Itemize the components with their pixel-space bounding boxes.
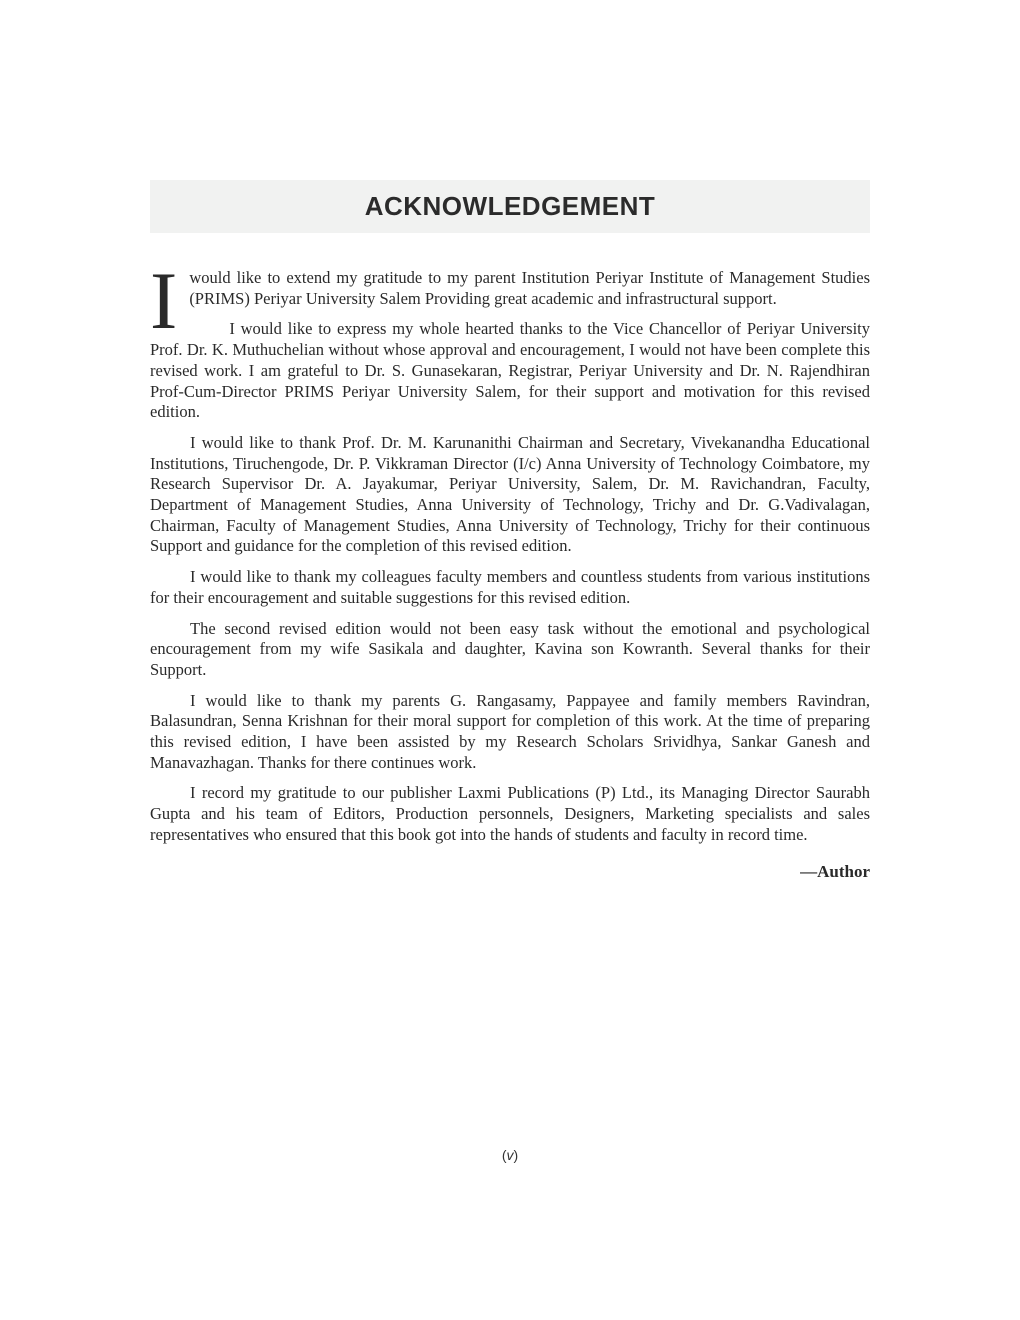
- page-number-close: ): [513, 1147, 519, 1163]
- author-signoff: —Author: [800, 861, 870, 881]
- paragraph-6: I would like to thank my parents G. Rangasamy, Pappayee and family members Ravindran, Balasundran, Senna Krishnan for their moral support for completion of this work. At the time of preparing this revised edition, I have been assisted by my Research Scholars Srividhya, Sankar Ganesh and Manavazhagan. Thanks for there continues work.: [150, 690, 870, 772]
- paragraph-3: I would like to thank Prof. Dr. M. Karunanithi Chairman and Secretary, Vivekanandha Educational Institutions, Tiruchengode, Dr. P. Vikkraman Director (I/c) Anna University of Technology Coimbatore, my Research Supervisor Dr. A. Jayakumar, Periyar University, Salem, Dr. M. Ravichandran, Faculty, Department of Management Studies, Anna University of Technology, Trichy and Dr. G.Vadivalagan, Chairman, Faculty of Management Studies, Anna University of Technology, Trichy for their continuous Support and guidance for the completion of this revised edition.: [150, 432, 870, 556]
- paragraph-5: The second revised edition would not been easy task without the emotional and psychological encouragement from my wife Sasikala and daughter, Kavina son Kowranth. Several thanks for their Support.: [150, 618, 870, 679]
- page-number-open: (: [501, 1147, 507, 1163]
- paragraph-4: I would like to thank my colleagues faculty members and countless students from various institutions for their encouragement and suitable suggestions for this revised edition.: [150, 567, 870, 607]
- page-number: [0, 1147, 1020, 1163]
- page-number-roman: v: [506, 1147, 514, 1163]
- page-title: ACKNOWLEDGEMENT: [364, 191, 656, 221]
- title-bar: [150, 180, 870, 233]
- paragraph-1: [150, 255, 870, 346]
- acknowledgement-body: [150, 255, 870, 846]
- acknowledgement-page: [150, 180, 870, 882]
- paragraph-2: I would like to express my whole hearted thanks to the Vice Chancellor of Periyar University Prof. Dr. K. Muthuchelian without whose approval and encouragement, I would not have been complete this revised work. I am grateful to Dr. S. Gunasekaran, Registrar, Periyar University and Dr. N. Rajendhiran Prof-Cum-Director PRIMS Periyar University Salem, for their support and motivation for this revised edition.: [150, 319, 870, 422]
- paragraph-1-text: would like to extend my gratitude to my parent Institution Periyar Institute of Management Studies (PRIMS) Periyar University Salem Providing great academic and infrastructural support.: [189, 268, 870, 308]
- paragraph-7: I record my gratitude to our publisher Laxmi Publications (P) Ltd., its Managing Director Saurabh Gupta and his team of Editors, Production personnels, Designers, Marketing specialists and sales representatives who ensured that this book got into the hands of students and faculty in record time.: [150, 783, 870, 844]
- drop-cap: I: [150, 255, 178, 346]
